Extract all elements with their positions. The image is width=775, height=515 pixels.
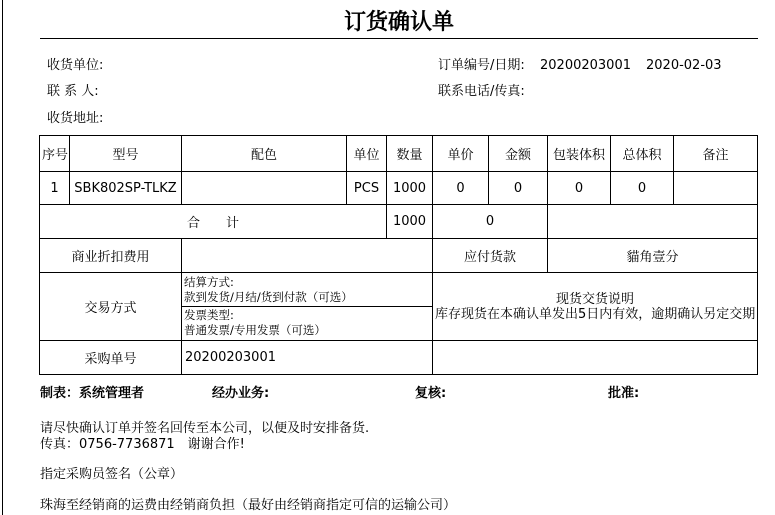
payable-label: 应付货款 <box>433 239 548 273</box>
discount-value <box>182 239 433 273</box>
discount-row <box>40 239 758 273</box>
order-number-date-label: 订单编号/日期: <box>438 58 525 73</box>
buyer-signature-label: 指定采购员签名（公章） <box>40 467 184 482</box>
total-row <box>40 205 758 239</box>
payable-amount-text: 貓角壹分 <box>548 239 758 273</box>
row-pack-volume: 0 <box>548 172 611 205</box>
purchase-row <box>40 341 758 375</box>
total-qty: 1000 <box>387 205 433 239</box>
header-qty: 数量 <box>387 136 433 172</box>
total-blank <box>548 205 758 239</box>
header-price: 单价 <box>433 136 489 172</box>
row-price: 0 <box>433 172 489 205</box>
trade-method-label: 交易方式 <box>40 273 182 341</box>
row-model: SBK802SP-TLKZ <box>70 172 182 205</box>
order-table <box>39 135 758 375</box>
row-qty: 1000 <box>387 172 433 205</box>
header-index: 序号 <box>40 136 70 172</box>
delivery-notes <box>433 273 758 341</box>
contact-label: 联 系 人: <box>47 84 99 99</box>
trade-method-details <box>182 273 433 341</box>
page-title: 订货确认单 <box>40 8 758 39</box>
header-pack-volume: 包装体积 <box>548 136 611 172</box>
row-color <box>182 172 347 205</box>
order-number: 20200203001 <box>540 58 631 73</box>
shipping-note: 珠海至经销商的运费由经销商负担（最好由经销商指定可信的运输公司） <box>40 498 457 513</box>
row-amount: 0 <box>489 172 548 205</box>
maker-label: 制表：系统管理者 <box>40 386 145 401</box>
delivery-notes-title: 现货交货说明 <box>555 291 634 307</box>
delivery-notes-text: 库存现货在本确认单发出5日内有效，逾期确认另定交期 <box>435 306 756 322</box>
total-amount: 0 <box>433 205 548 239</box>
purchase-blank <box>433 341 758 375</box>
invoice-options: 普通发票/专用发票（可选） <box>184 322 326 337</box>
review-label: 复核: <box>415 386 447 401</box>
row-remark <box>674 172 758 205</box>
row-unit: PCS <box>347 172 387 205</box>
invoice-block <box>182 307 432 340</box>
page-left-border <box>2 0 3 515</box>
handler-label: 经办业务: <box>212 386 270 401</box>
receiver-label: 收货单位: <box>47 58 104 73</box>
purchase-number: 20200203001 <box>182 341 433 375</box>
row-total-volume: 0 <box>611 172 674 205</box>
settlement-title: 结算方式: <box>184 274 234 289</box>
table-header-row <box>40 136 758 172</box>
trade-row <box>40 273 758 341</box>
total-label: 合 计 <box>40 205 387 239</box>
settlement-block <box>182 274 432 307</box>
approve-label: 批准: <box>608 386 640 401</box>
address-label: 收货地址: <box>47 111 104 126</box>
discount-label: 商业折扣费用 <box>40 239 182 273</box>
header-unit: 单位 <box>347 136 387 172</box>
settlement-options: 款到发货/月结/货到付款（可选） <box>184 289 353 304</box>
header-color: 配色 <box>182 136 347 172</box>
header-total-volume: 总体积 <box>611 136 674 172</box>
confirm-instruction: 请尽快确认订单并签名回传至本公司，以便及时安排备货. <box>40 421 370 436</box>
purchase-number-label: 采购单号 <box>40 341 182 375</box>
table-row <box>40 172 758 205</box>
row-index: 1 <box>40 172 70 205</box>
header-amount: 金额 <box>489 136 548 172</box>
fax-thanks: 传真：0756-7736871 谢谢合作! <box>40 437 245 452</box>
order-date: 2020-02-03 <box>646 58 722 73</box>
header-model: 型号 <box>70 136 182 172</box>
header-remark: 备注 <box>674 136 758 172</box>
phone-fax-label: 联系电话/传真: <box>438 84 525 99</box>
invoice-title: 发票类型: <box>184 307 234 322</box>
